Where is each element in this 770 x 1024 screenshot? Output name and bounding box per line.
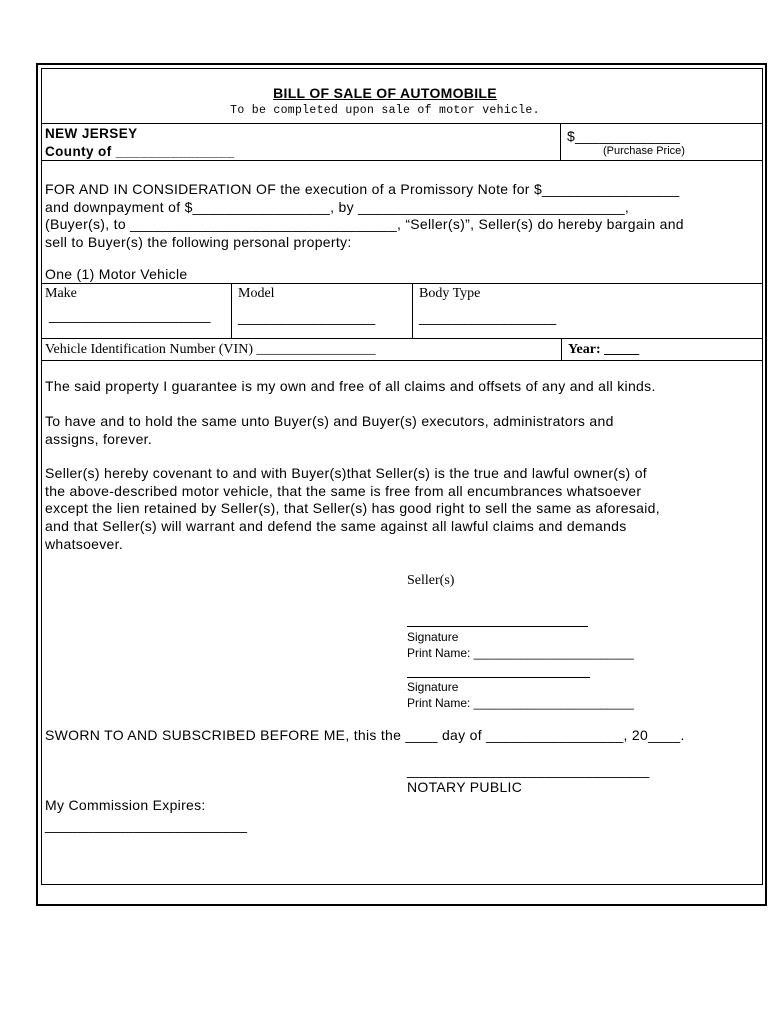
consideration-line-3: (Buyer(s), to _________________________________, “Seller(s)”, Seller(s) do hereby bargain and [45, 216, 684, 232]
make-field[interactable]: ____________________ [49, 307, 211, 323]
signature-label-2: Signature [407, 680, 459, 694]
body-type-label: Body Type [419, 286, 481, 301]
divider-price [560, 123, 561, 160]
model-label: Model [238, 286, 275, 301]
sworn-statement: SWORN TO AND SUBSCRIBED BEFORE ME, this the ____ day of _________________, 20____. [45, 727, 685, 743]
vehicle-table-divider-2 [412, 283, 413, 338]
vin-field[interactable]: Vehicle Identification Number (VIN) _________________ [45, 342, 376, 357]
vehicle-table-top [41, 283, 763, 284]
make-label: Make [45, 286, 77, 301]
vehicle-table-bottom [41, 360, 763, 361]
hold-text-line-1: To have and to hold the same unto Buyer(s) and Buyer(s) executors, administrators and [45, 413, 614, 429]
divider-header [41, 123, 763, 124]
vehicle-table-divider-1 [231, 283, 232, 338]
vehicle-table-mid [41, 338, 763, 339]
sellers-label: Seller(s) [407, 573, 455, 588]
consideration-line-2: and downpayment of $_________________, by _________________________________, [45, 199, 630, 215]
document-title: BILL OF SALE OF AUTOMOBILE [273, 85, 497, 101]
state-name: NEW JERSEY [45, 126, 138, 141]
signature-line-2[interactable] [407, 677, 590, 678]
consideration-line-4: sell to Buyer(s) the following personal property: [45, 234, 352, 250]
covenant-text-line-3: except the lien retained by Seller(s), that Seller(s) has good right to sell the same as aforesaid, [45, 500, 660, 516]
vehicle-heading: One (1) Motor Vehicle [45, 266, 188, 282]
purchase-price-label: (Purchase Price) [603, 145, 685, 157]
print-name-field-2[interactable]: Print Name: ________________________ [407, 696, 634, 710]
vin-year-divider [561, 338, 562, 360]
commission-expires-label: My Commission Expires: [45, 797, 206, 813]
divider-state [41, 160, 763, 161]
notary-public-label: NOTARY PUBLIC [407, 779, 523, 795]
covenant-text-line-1: Seller(s) hereby covenant to and with Buyer(s)that Seller(s) is the true and lawful owner(s) of [45, 465, 647, 481]
covenant-text-line-4: and that Seller(s) will warrant and defend the same against all lawful claims and demands [45, 518, 627, 534]
print-name-field-1[interactable]: Print Name: ________________________ [407, 646, 634, 660]
model-field[interactable]: _________________ [238, 309, 376, 325]
covenant-text-line-2: the above-described motor vehicle, that the same is free from all encumbrances whatsoever [45, 483, 642, 499]
consideration-line-1: FOR AND IN CONSIDERATION OF the execution of a Promissory Note for $_________________ [45, 181, 680, 197]
year-field[interactable]: Year: _____ [568, 342, 640, 357]
covenant-text-line-5: whatsoever. [45, 536, 124, 552]
hold-text-line-2: assigns, forever. [45, 431, 153, 447]
notary-signature-line[interactable]: ______________________________ [407, 762, 650, 778]
commission-expires-field[interactable]: _________________________ [45, 817, 248, 833]
body-type-field[interactable]: _________________ [419, 309, 557, 325]
purchase-price-field[interactable]: $_____________ [567, 128, 681, 144]
document-subtitle: To be completed upon sale of motor vehicle. [230, 104, 540, 117]
signature-label-1: Signature [407, 630, 459, 644]
guarantee-text: The said property I guarantee is my own and free of all claims and offsets of any and all kinds. [45, 378, 656, 394]
county-field[interactable]: County of _______________ [45, 144, 235, 159]
signature-line-1[interactable] [407, 626, 588, 627]
